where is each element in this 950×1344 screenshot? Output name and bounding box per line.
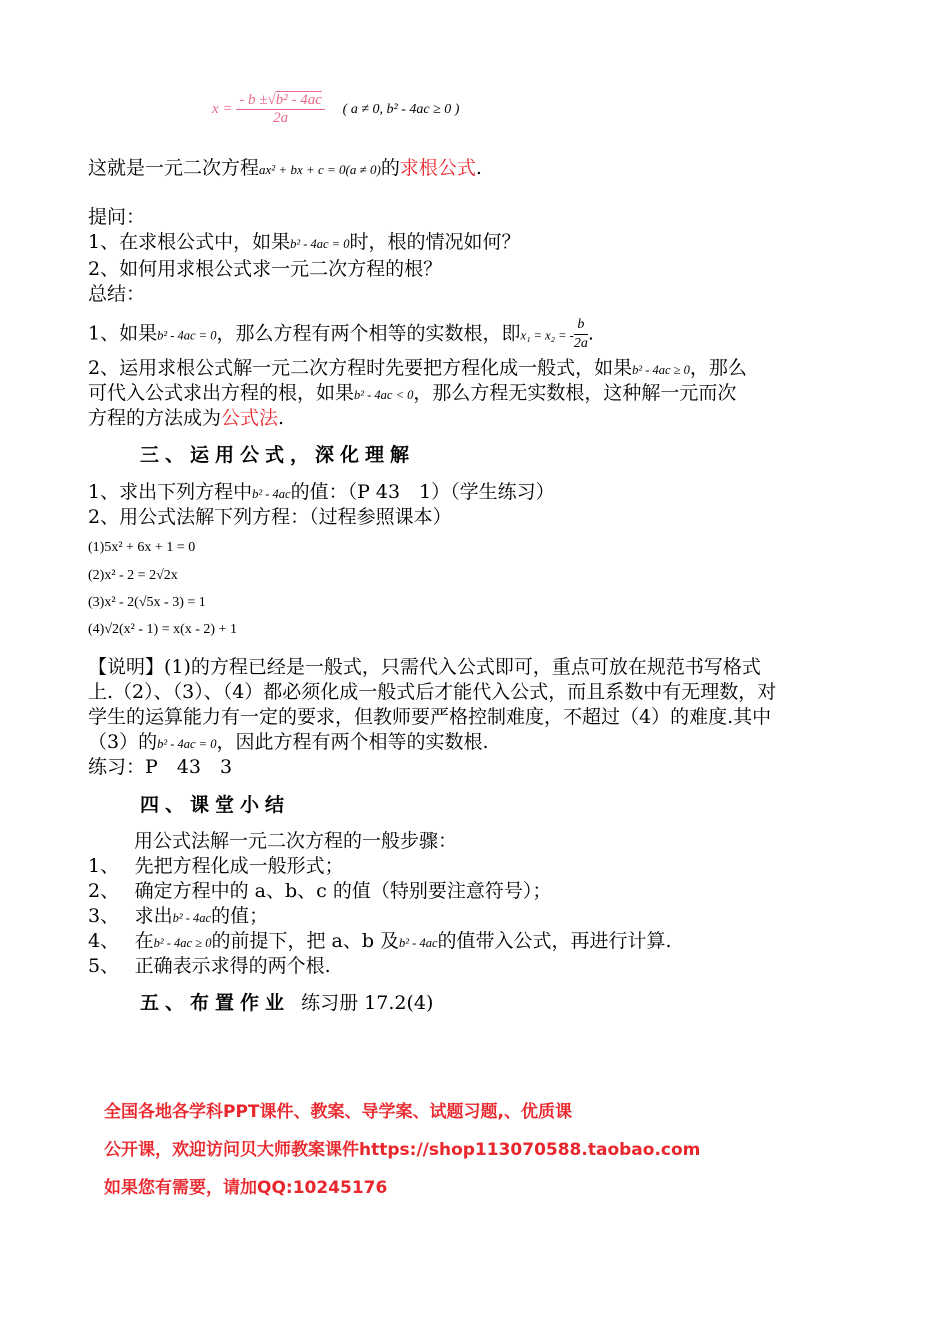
summary-2-line-3-end: . — [278, 407, 285, 429]
summary-1-fraction — [574, 316, 588, 353]
note-line-4-math: b² - 4ac = 0 — [157, 737, 217, 751]
step-4 — [88, 928, 672, 956]
note-line-4-text-end: ，因此方程有两个相等的实数根. — [216, 731, 489, 753]
step-3-text-end: 的值； — [211, 905, 269, 927]
summary-label: 总结： — [88, 283, 146, 305]
summary-1-frac-den: 2a — [573, 336, 588, 351]
intro-highlight: 求根公式 — [399, 157, 476, 179]
formula-lhs: x = — [212, 101, 233, 117]
formula-radicand: b² - 4ac — [275, 92, 322, 108]
questions-label: 提问： — [88, 206, 146, 228]
note-line-1: 【说明】(1)的方程已经是一般式，只需代入公式即可，重点可放在规范书写格式 — [88, 656, 761, 678]
question-1-math: b² - 4ac = 0 — [290, 237, 350, 251]
step-4-math-1: b² - 4ac ≥ 0 — [153, 936, 212, 950]
summary-2-line-2-text-end: ，那么方程无实数根，这种解一元而次 — [413, 382, 737, 404]
summary-2-text-end: ，那么 — [689, 357, 747, 379]
ad-line-2[interactable]: 公开课，欢迎访问贝大师教案课件https://shop113070588.taobao.com — [104, 1140, 701, 1160]
summary-1-frac-num: b — [574, 316, 588, 335]
section-4-intro: 用公式法解一元二次方程的一般步骤： — [134, 830, 458, 852]
note-line-4 — [88, 729, 489, 757]
quadratic-formula — [212, 92, 459, 127]
formula-fraction — [236, 92, 325, 127]
summary-1-math: b² - 4ac = 0 — [157, 328, 217, 343]
summary-1 — [88, 316, 594, 353]
step-4-text-end: 的值带入公式，再进行计算. — [437, 930, 672, 952]
step-4-math-2: b² - 4ac — [399, 936, 438, 950]
summary-1-end: . — [587, 322, 594, 345]
section-3-item-1-text-end: 的值：（P 43 1）（学生练习） — [290, 481, 555, 503]
step-5: 5、 正确表示求得的两个根. — [88, 955, 331, 977]
radical-sign: √ — [267, 92, 276, 108]
summary-2-line-3-text: 方程的方法成为 — [88, 407, 222, 429]
equation-4: (4)√2(x² - 1) = x(x - 2) + 1 — [88, 622, 237, 637]
section-3-item-1 — [88, 479, 555, 507]
section-3-heading: 三、运用公式，深化理解 — [140, 444, 416, 466]
formula-method-highlight: 公式法 — [221, 407, 279, 429]
question-1-text: 1、在求根公式中，如果 — [88, 231, 291, 253]
section-4-heading: 四、课堂小结 — [140, 794, 291, 816]
summary-2-line-2-math: b² - 4ac < 0 — [354, 388, 414, 402]
ad-line-3: 如果您有需要，请加QQ:10245176 — [104, 1178, 388, 1198]
note-line-4-text: （3）的 — [88, 731, 158, 753]
summary-2-math: b² - 4ac ≥ 0 — [632, 363, 690, 377]
note-line-2: 上.（2）、（3）、（4）都必须化成一般式后才能代入公式，而且系数中有无理数，对 — [88, 681, 777, 703]
intro-end: . — [475, 157, 482, 179]
summary-2-text: 2、运用求根公式解一元二次方程时先要把方程化成一般式，如果 — [88, 357, 633, 379]
section-3-item-1-text: 1、求出下列方程中 — [88, 481, 253, 503]
summary-1-roots: x₁ = x₂ = - — [520, 328, 574, 343]
formula-conditions: ( a ≠ 0, b² - 4ac ≥ 0 ) — [342, 101, 460, 117]
formula-denominator: 2a — [273, 110, 289, 126]
question-1 — [88, 229, 521, 257]
step-4-text-mid: 的前提下，把 a、b 及 — [211, 930, 400, 952]
summary-2-line-2 — [88, 380, 736, 408]
section-5-heading: 五、布置作业 — [140, 992, 291, 1014]
step-4-text: 4、 在 — [88, 930, 154, 952]
ad-line-1: 全国各地各学科PPT课件、教案、导学案、试题习题,、优质课 — [104, 1102, 572, 1122]
summary-1-text: 1、如果 — [88, 322, 158, 345]
section-3-item-1-math: b² - 4ac — [252, 487, 291, 501]
summary-1-text-mid: ，那么方程有两个相等的实数根，即 — [216, 322, 521, 345]
step-3-math: b² - 4ac — [172, 911, 212, 925]
equation-2: (2)x² - 2 = 2√2x — [88, 568, 178, 583]
formula-numerator — [236, 92, 325, 110]
intro-equation: ax² + bx + c = 0(a ≠ 0) — [259, 162, 381, 177]
equation-1: (1)5x² + 6x + 1 = 0 — [88, 540, 196, 555]
intro-text: 这就是一元二次方程 — [88, 157, 260, 179]
intro-middle: 的 — [380, 157, 400, 179]
section-3-item-2: 2、用公式法解下列方程：（过程参照课本） — [88, 506, 452, 528]
summary-2-line-3 — [88, 405, 284, 431]
practice-line: 练习：P 43 3 — [88, 756, 233, 778]
step-1: 1、 先把方程化成一般形式； — [88, 855, 344, 877]
summary-2-line-1 — [88, 355, 747, 383]
note-line-3: 学生的运算能力有一定的要求，但教师要严格控制难度，不超过（4）的难度.其中 — [88, 706, 772, 728]
question-1-text-end: 时，根的情况如何？ — [349, 231, 521, 253]
step-3-text: 3、 求出 — [88, 905, 173, 927]
summary-2-line-2-text: 可代入公式求出方程的根，如果 — [88, 382, 355, 404]
intro-line — [88, 155, 482, 183]
step-3 — [88, 903, 268, 931]
question-2: 2、如何用求根公式求一元二次方程的根？ — [88, 258, 443, 280]
formula-numerator-prefix: - b ± — [239, 92, 268, 108]
section-5 — [140, 988, 433, 1016]
equation-3: (3)x² - 2(√5x - 3) = 1 — [88, 595, 206, 610]
step-2: 2、 确定方程中的 a、b、c 的值（特别要注意符号）； — [88, 880, 552, 902]
section-5-text: 练习册 17.2(4) — [301, 992, 434, 1014]
